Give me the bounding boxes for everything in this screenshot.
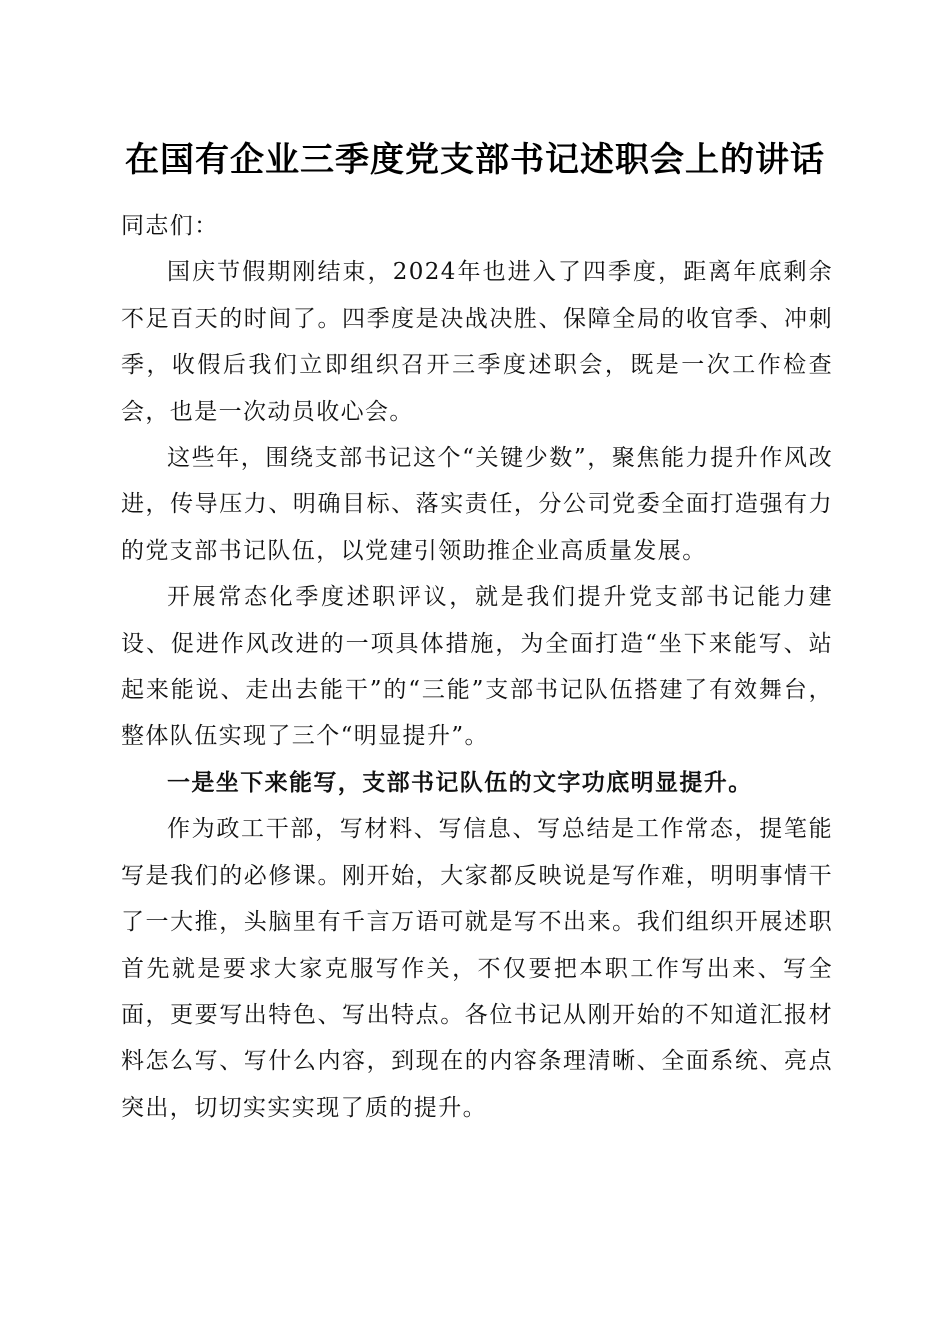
section-heading-1: 一是坐下来能写，支部书记队伍的文字功底明显提升。 xyxy=(167,768,753,796)
document-body xyxy=(121,203,833,1131)
paragraph-1: 国庆节假期刚结束，2024年也进入了四季度，距离年底剩余不足百天的时间了。四季度是决战决胜、保障全局的收官季、冲刺季，收假后我们立即组织召开三季度述职会，既是一次工作检查会，也是一次动员收心会。 xyxy=(121,259,833,425)
paragraph-2: 这些年，围绕支部书记这个“关键少数”，聚焦能力提升作风改进，传导压力、明确目标、落实责任，分公司党委全面打造强有力的党支部书记队伍，以党建引领助推企业高质量发展。 xyxy=(121,445,833,564)
document-title: 在国有企业三季度党支部书记述职会上的讲话 xyxy=(125,140,825,180)
salutation: 同志们： xyxy=(121,213,219,239)
paragraph-4: 作为政工干部，写材料、写信息、写总结是工作常态，提笔能写是我们的必修课。刚开始，大家都反映说是写作难，明明事情干了一大推，头脑里有千言万语可就是写不出来。我们组织开展述职首先就是要求大家克服写作关，不仅要把本职工作写出来、写全面，更要写出特色、写出特点。各位书记从刚开始的不知道汇报材料怎么写、写什么内容，到现在的内容条理清晰、全面系统、亮点突出，切切实实实现了质的提升。 xyxy=(121,816,833,1121)
paragraph-3: 开展常态化季度述职评议，就是我们提升党支部书记能力建设、促进作风改进的一项具体措施，为全面打造“坐下来能写、站起来能说、走出去能干”的“三能”支部书记队伍搭建了有效舞台，整体队伍实现了三个“明显提升”。 xyxy=(121,584,833,750)
